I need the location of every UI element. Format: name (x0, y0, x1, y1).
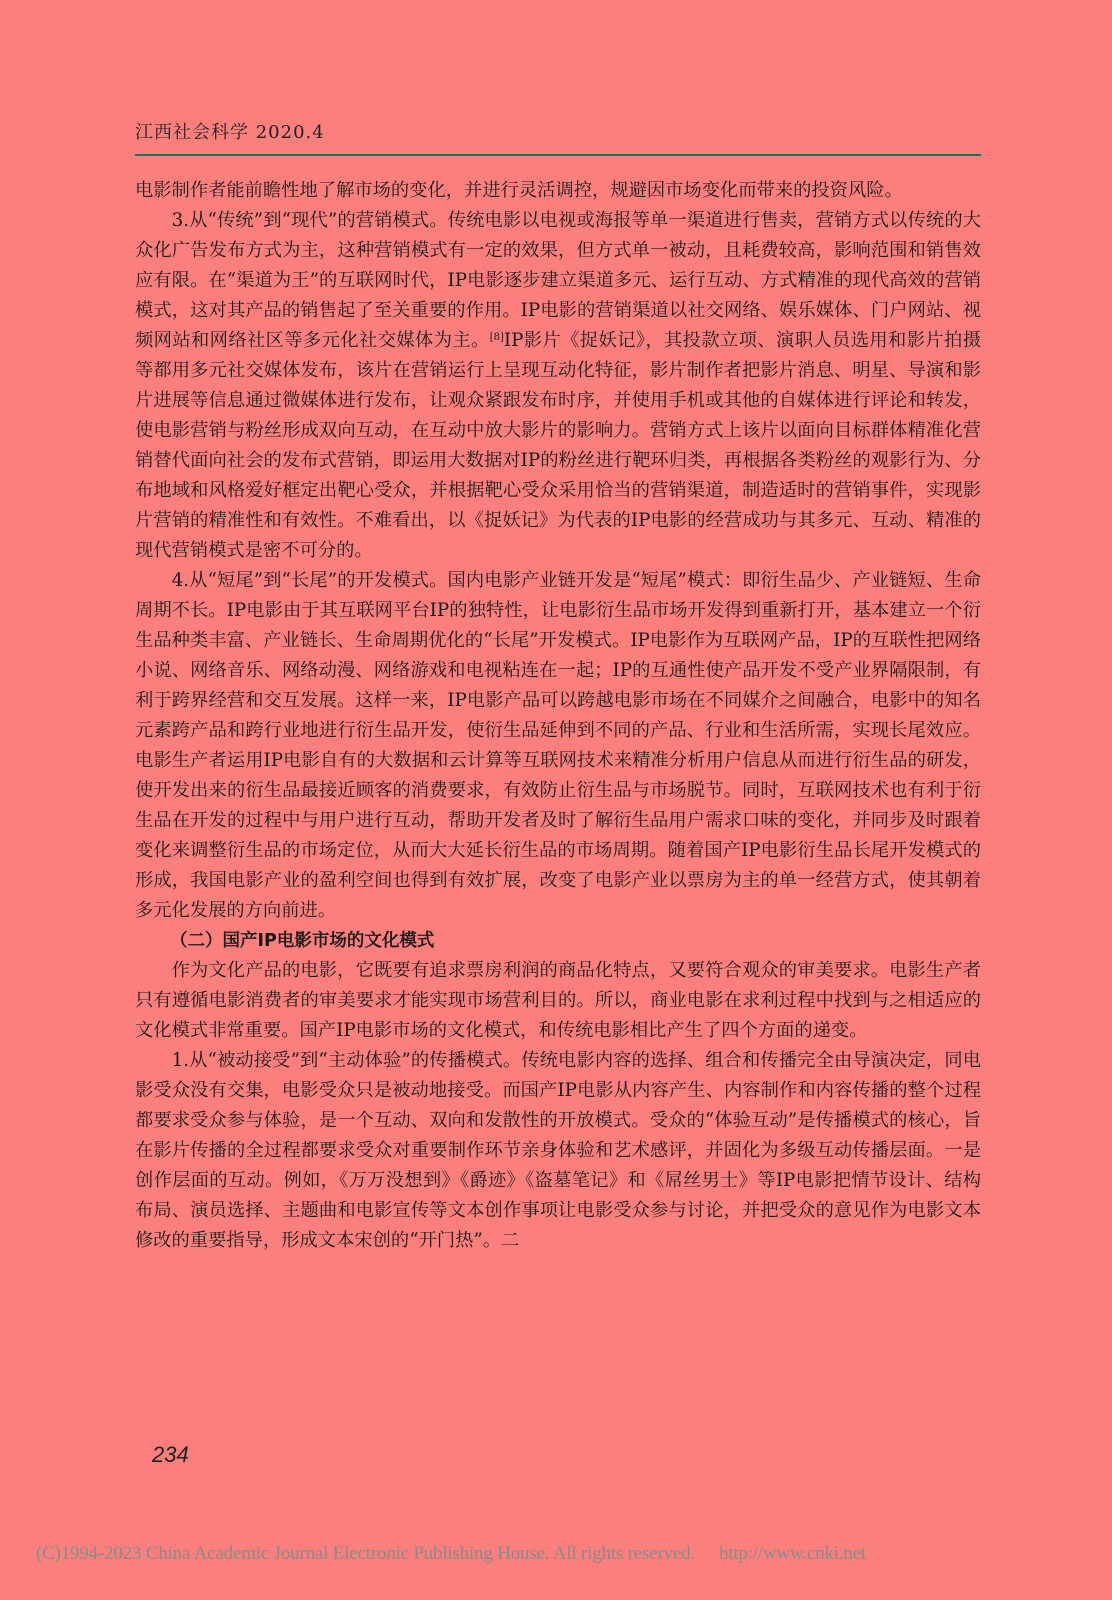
header-rule (135, 154, 981, 156)
cnki-url: http://www.cnki.net (718, 1543, 866, 1564)
paragraph-marketing-model (135, 206, 981, 566)
page-number: 234 (152, 1442, 189, 1467)
running-head: 江西社会科学 2020.4 (135, 122, 325, 143)
paragraph-cultural-model: 作为文化产品的电影，它既要有追求票房利润的商品化特点，又要符合观众的审美要求。电影生产者只有遵循电影消费者的审美要求才能实现市场营利目的。所以，商业电影在求利过程中找到与之相适应的文化模式非常重要。国产IP电影市场的文化模式，和传统电影相比产生了四个方面的递变。 (135, 960, 981, 1041)
reference-marker: [8] (489, 332, 504, 343)
article-body (135, 176, 981, 1256)
paragraph-development-model: 4.从“短尾”到“长尾”的开发模式。国内电影产业链开发是“短尾”模式：即衍生品少、产业链短、生命周期不长。IP电影由于其互联网平台IP的独特性，让电影衍生品市场开发得到重新打开，基本建立一个衍生品种类丰富、产业链长、生命周期优化的“长尾”开发模式。IP电影作为互联网产品，IP的互联性把网络小说、网络音乐、网络动漫、网络游戏和电视粘连在一起；IP的互通性使产品开发不受产业界隔限制，有利于跨界经营和交互发展。这样一来，IP电影产品可以跨越电影市场在不同媒介之间融合，电影中的知名元素跨产品和跨行业地进行衍生品开发，使衍生品延伸到不同的产品、行业和生活所需，实现长尾效应。电影生产者运用IP电影自有的大数据和云计算等互联网技术来精准分析用户信息从而进行衍生品的研发，使开发出来的衍生品最接近顾客的消费要求，有效防止衍生品与市场脱节。同时，互联网技术也有利于衍生品在开发的过程中与用户进行互动，帮助开发者及时了解衍生品用户需求口味的变化，并同步及时跟着变化来调整衍生品的市场定位，从而大大延长衍生品的市场周期。随着国产IP电影衍生品长尾开发模式的形成，我国电影产业的盈利空间也得到有效扩展，改变了电影产业以票房为主的单一经营方式，使其朝着多元化发展的方向前进。 (135, 570, 981, 921)
copyright-footer (36, 1543, 866, 1565)
paragraph-continuation: 电影制作者能前瞻性地了解市场的变化，并进行灵活调控，规避因市场变化而带来的投资风险。 (135, 180, 903, 201)
paragraph-communication-model: 1.从“被动接受”到“主动体验”的传播模式。传统电影内容的选择、组合和传播完全由导演决定，同电影受众没有交集，电影受众只是被动地接受。而国产IP电影从内容产生、内容制作和内容传播的整个过程都要求受众参与体验，是一个互动、双向和发散性的开放模式。受众的“体验互动”是传播模式的核心，旨在影片传播的全过程都要求受众对重要制作环节亲身体验和艺术感评，并固化为多级互动传播层面。一是创作层面的互动。例如，《万万没想到》《爵迹》《盗墓笔记》和《屌丝男士》等IP电影把情节设计、结构布局、演员选择、主题曲和电影宣传等文本创作事项让电影受众参与讨论，并把受众的意见作为电影文本修改的重要指导，形成文本宋创的“开门热”。二 (135, 1050, 981, 1251)
paragraph-text: 3.从“传统”到“现代”的营销模式。传统电影以电视或海报等单一渠道进行售卖，营销方式以传统的大众化广告发布方式为主，这种营销模式有一定的效果，但方式单一被动，且耗费较高，影响范围和销售效应有限。在“渠道为王”的互联网时代，IP电影逐步建立渠道多元、运行互动、方式精准的现代高效的营销模式，这对其产品的销售起了至关重要的作用。IP电影的营销渠道以社交网络、娱乐媒体、门户网站、视频网站和网络社区等多元化社交媒体为主。 (135, 210, 981, 351)
section-heading: （二）国产IP电影市场的文化模式 (170, 931, 435, 951)
copyright-text: (C)1994-2023 China Academic Journal Electronic Publishing House. All rights reserved. (36, 1543, 695, 1564)
paragraph-text: IP影片《捉妖记》，其投款立项、演职人员选用和影片拍摄等都用多元社交媒体发布，该片在营销运行上呈现互动化特征，影片制作者把影片消息、明星、导演和影片进展等信息通过微媒体进行发布，让观众紧跟发布时序，并使用手机或其他的自媒体进行评论和转发，使电影营销与粉丝形成双向互动，在互动中放大影片的影响力。营销方式上该片以面向目标群体精准化营销替代面向社会的发布式营销，即运用大数据对IP的粉丝进行靶环归类，再根据各类粉丝的观影行为、分布地域和风格爱好框定出靶心受众，并根据靶心受众采用恰当的营销渠道，制造适时的营销事件，实现影片营销的精准性和有效性。不难看出，以《捉妖记》为代表的IP电影的经营成功与其多元、互动、精准的现代营销模式是密不可分的。 (135, 330, 981, 561)
